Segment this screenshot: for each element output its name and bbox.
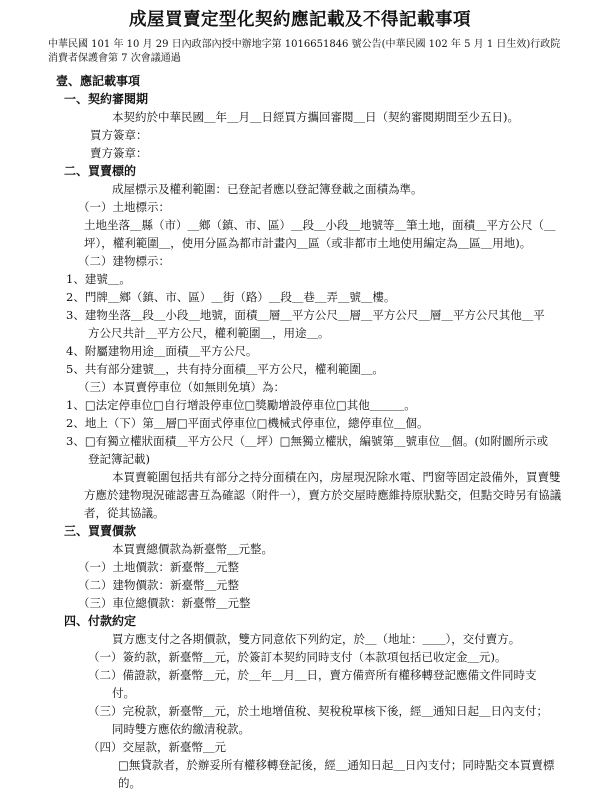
clause-line: （一）土地標示：: [78, 200, 170, 214]
clause-line: 三、買賣價款: [64, 524, 137, 538]
document-title: 成屋買賣定型化契約應記載及不得記載事項: [129, 10, 471, 30]
clause-line: 買方簽章：: [90, 128, 148, 142]
clause-line: 賣方簽章：: [90, 146, 148, 160]
clause-line: （一）簽約款，新臺幣＿元，於簽訂本契約同時支付（本款項包括已收定金＿元)。: [88, 650, 507, 664]
clause-line: （三）本買賣停車位（如無則免填）為：: [78, 380, 285, 394]
clause-line: 一、契約審閱期: [64, 92, 149, 106]
clause-line: （二）備證款，新臺幣＿元，於＿年＿月＿日，賣方備齊所有權移轉登記應備文件同時支付。: [88, 668, 537, 700]
clause-line: （四）交屋款，新臺幣＿元: [88, 740, 226, 754]
contract-content: [0, 72, 600, 792]
clause-line: （三）車位總價款：新臺幣＿元整: [78, 596, 251, 610]
clause-line: （二）建物價款：新臺幣＿元整: [78, 578, 239, 592]
clause-line: （三）完稅款，新臺幣＿元，於土地增值稅、契稅稅單核下後，經＿通知日起＿日內支付；同時雙方應依約繳清稅款。: [88, 704, 548, 736]
clause-line: 四、付款約定: [64, 614, 137, 628]
clause-line: 1、□法定停車位□自行增設停車位□獎勵增設停車位□其他＿＿＿。: [66, 398, 416, 412]
clause-line: 2、地上（下）第＿層□平面式停車位□機械式停車位，總停車位＿個。: [66, 416, 429, 430]
clause-line: 本買賣總價款為新臺幣＿元整。: [112, 542, 273, 556]
clause-line: □無貸款者，於辦妥所有權移轉登記後，經＿通知日起＿日內支付；同時點交本買賣標的。: [118, 758, 555, 790]
clause-line: 壹、應記載事項: [56, 74, 141, 88]
clause-line: （二）建物標示：: [78, 254, 170, 268]
clause-line: 土地坐落＿縣（市）＿鄉（鎮、市、區）＿段＿小段＿地號等＿筆土地，面積＿平方公尺（＿坪），權利範圍＿，使用分區為都市計畫內＿區（或非都市土地使用編定為＿區＿用地)。: [84, 218, 556, 250]
announcement-notice: 中華民國 101 年 10 月 29 日內政部內授中辦地字第 1016651846 號公告(中華民國 102 年 5 月 1 日生效)行政院消費者保護會第 7 次會議通過: [48, 39, 561, 64]
clause-line: 本契約於中華民國＿年＿月＿日經買方攜回審閱＿日（契約審閱期間至少五日)。: [112, 110, 519, 124]
clause-line: 買方應支付之各期價款，雙方同意依下列約定，於＿（地址：＿＿），交付賣方。: [112, 632, 521, 646]
clause-line: 二、買賣標的: [64, 164, 137, 178]
clause-line: 5、共有部分建號＿，共有持分面積＿平方公尺，權利範圍＿。: [66, 362, 384, 376]
clause-line: 3、建物坐落＿段＿小段＿地號，面積＿層＿平方公尺＿層＿平方公尺＿層＿平方公尺其他＿平方公尺共計＿平方公尺，權利範圍＿，用途＿。: [66, 308, 545, 340]
clause-line: 成屋標示及權利範圍：已登記者應以登記簿登載之面積為準。: [112, 182, 423, 196]
clause-line: 1、建號＿。: [66, 272, 131, 286]
clause-line: 本買賣範圍包括共有部分之持分面積在內，房屋現況除水電、門窗等固定設備外，買賣雙方應於建物現況確認書互為確認（附件一），賣方於交屋時應維持原狀點交，但點交時另有協議者，從其協議。: [84, 470, 562, 520]
clause-list: [0, 72, 600, 792]
clause-line: 4、附屬建物用途＿面積＿平方公尺。: [66, 344, 258, 358]
clause-line: 3、□有獨立權狀面積＿平方公尺（＿坪）□無獨立權狀，編號第＿號車位＿個。(如附圖所示或登記簿記載): [66, 434, 549, 466]
clause-line: （一）土地價款：新臺幣＿元整: [78, 560, 239, 574]
clause-line: 2、門牌＿鄉（鎮、市、區）＿街（路）＿段＿巷＿弄＿號＿樓。: [66, 290, 396, 304]
